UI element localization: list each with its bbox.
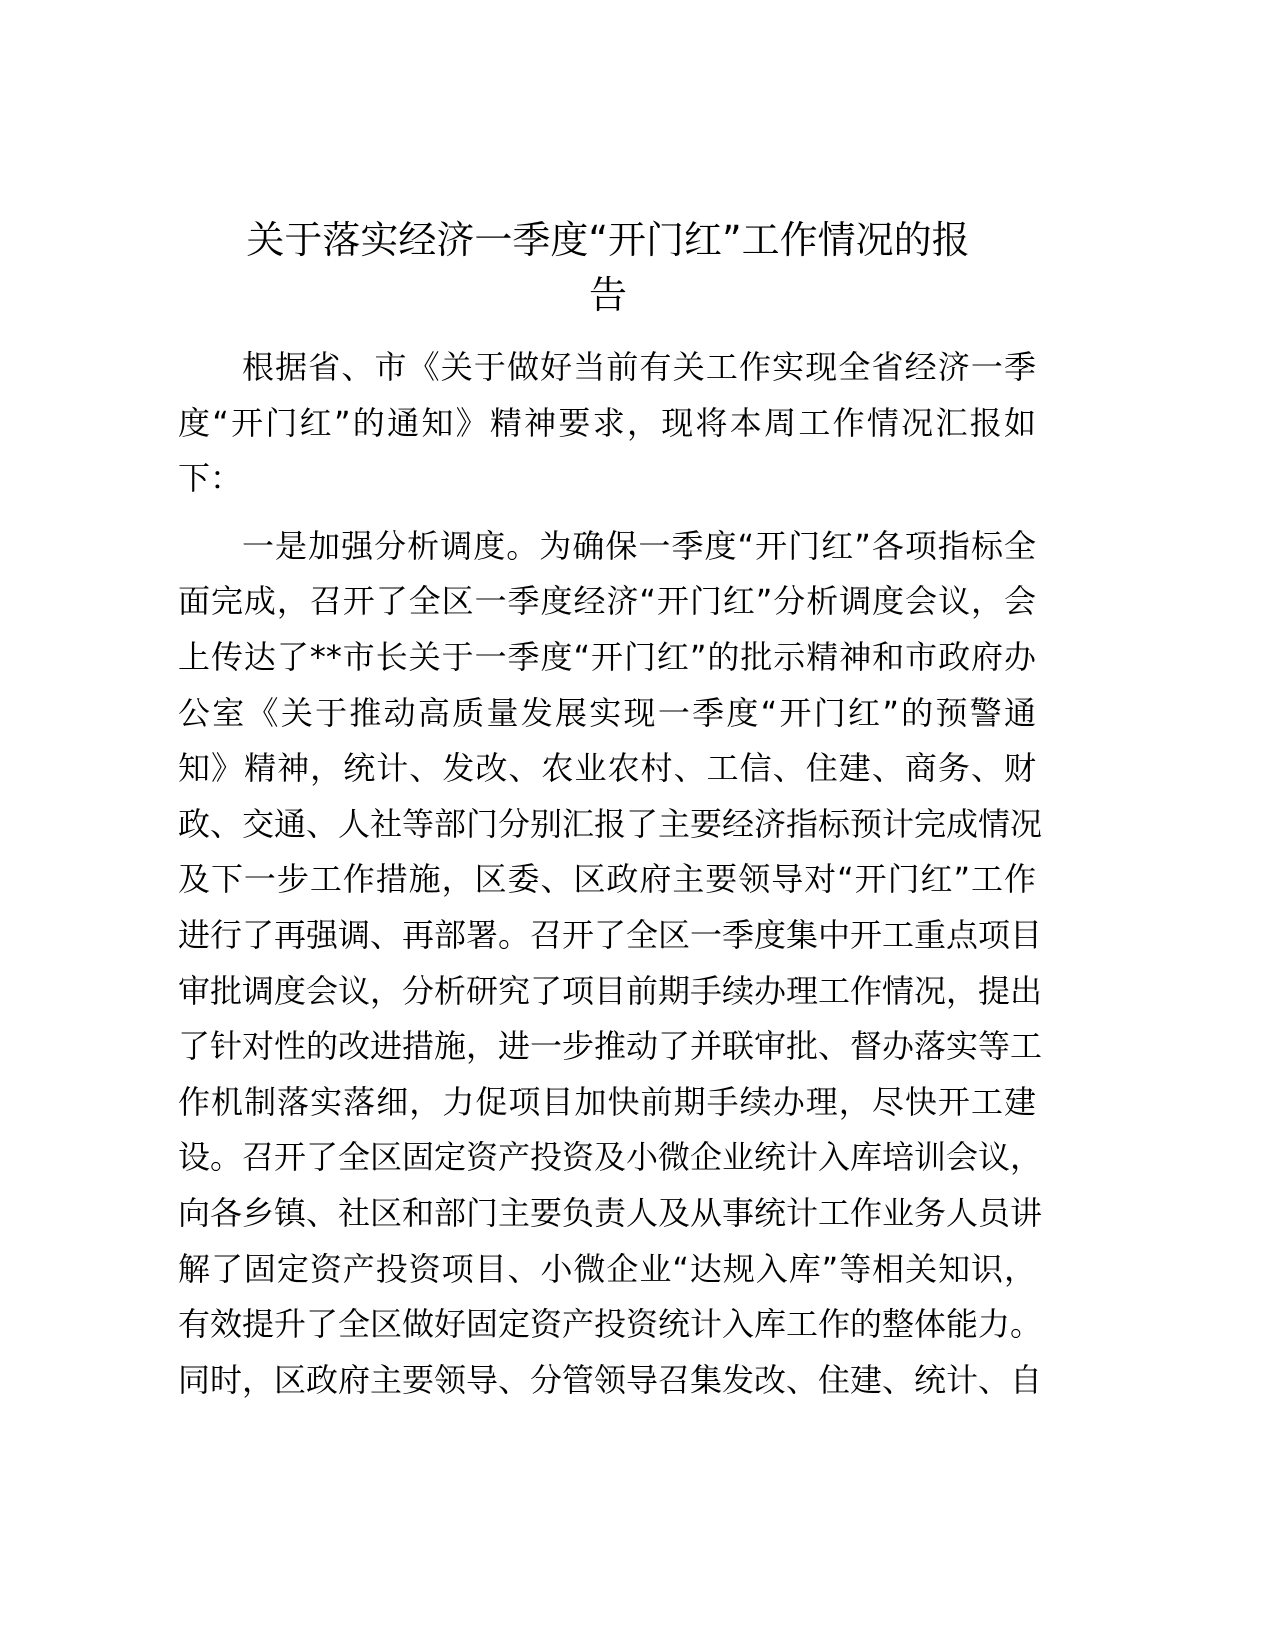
text-line: 解了固定资产投资项目、小微企业“达规入库”等相关知识， — [178, 1249, 1036, 1288]
text-line: 审批调度会议，分析研究了项目前期手续办理工作情况，提出 — [178, 971, 1043, 1010]
text-line: 向各乡镇、社区和部门主要负责人及从事统计工作业务人员讲 — [178, 1193, 1043, 1232]
text-line: 公室《关于推动高质量发展实现一季度“开门红”的预警通 — [178, 693, 1036, 732]
text-line: 设。召开了全区固定资产投资及小微企业统计入库培训会议， — [178, 1138, 1043, 1177]
text-line: 知》精神，统计、发改、农业农村、工信、住建、商务、财 — [178, 749, 1036, 788]
paragraph-analysis — [178, 519, 1043, 1409]
paragraph-intro — [178, 340, 1036, 507]
document-title-line-2: 告 — [588, 273, 627, 317]
text-line: 上传达了**市长关于一季度“开门红”的批示精神和市政府办 — [178, 637, 1036, 676]
text-line: 度“开门红”的通知》精神要求，现将本周工作情况汇报如 — [178, 403, 1036, 442]
text-line: 有效提升了全区做好固定资产投资统计入库工作的整体能力。 — [178, 1305, 1043, 1344]
text-line: 及下一步工作措施，区委、区政府主要领导对“开门红”工作 — [178, 860, 1036, 899]
document-title-line-1: 关于落实经济一季度“开门红”工作情况的报 — [246, 218, 970, 262]
text-line: 了针对性的改进措施，进一步推动了并联审批、督办落实等工 — [178, 1027, 1043, 1066]
document-body — [178, 340, 1043, 1408]
text-line: 根据省、市《关于做好当前有关工作实现全省经济一季 — [242, 348, 1036, 386]
text-line: 作机制落实落细，力促项目加快前期手续办理，尽快开工建 — [178, 1082, 1036, 1121]
text-line: 进行了再强调、再部署。召开了全区一季度集中开工重点项目 — [178, 915, 1043, 954]
text-line: 一是加强分析调度。为确保一季度“开门红”各项指标全 — [242, 526, 1036, 565]
text-line: 政、交通、人社等部门分别汇报了主要经济指标预计完成情况 — [178, 804, 1043, 843]
text-line: 同时，区政府主要领导、分管领导召集发改、住建、统计、自 — [178, 1360, 1043, 1399]
text-line: 面完成，召开了全区一季度经济“开门红”分析调度会议，会 — [178, 582, 1036, 621]
text-line: 下： — [178, 459, 243, 498]
